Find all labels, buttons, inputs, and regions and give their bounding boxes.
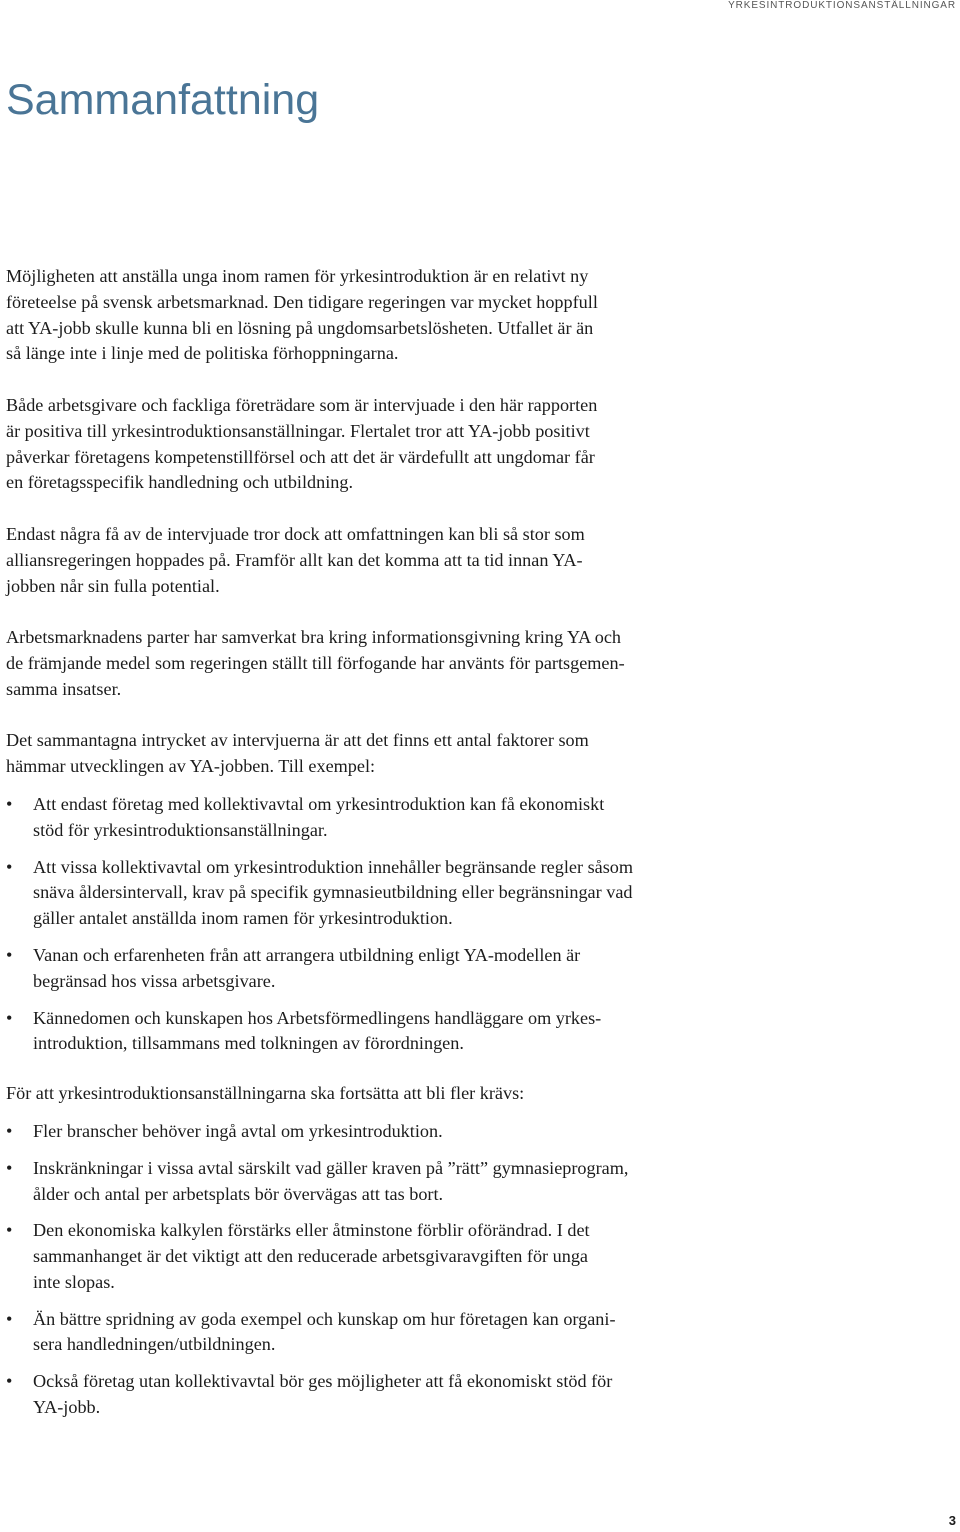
list-item [6,1156,746,1208]
bullet-icon: • [6,1371,13,1392]
text-line: företeelse på svensk arbetsmarknad. Den tidigare regeringen var mycket hoppfull [6,291,598,312]
bullet-icon: • [6,1007,13,1028]
running-header: YRKESINTRODUKTIONSANSTÄLLNINGAR [728,0,956,11]
text-line: Att endast företag med kollektivavtal om yrkesintroduktion kan få ekonomiskt [33,793,605,814]
bullet-icon: • [6,1220,13,1241]
text-line: alliansregeringen hoppades på. Framför allt kan det komma att ta tid innan YA- [6,549,583,570]
list-item [6,855,746,932]
list-item [6,1307,746,1359]
text-line: För att yrkesintroduktionsanställningarna ska fortsätta att bli fler krävs: [6,1083,525,1104]
text-line: är positiva till yrkesintroduktionsanställningar. Flertalet tror att YA-jobb positivt [6,420,590,441]
bullet-icon: • [6,944,13,965]
text-line: så länge inte i linje med de politiska förhoppningarna. [6,343,399,364]
text-line: Möjligheten att anställa unga inom ramen för yrkesintroduktion är en relativt ny [6,266,589,286]
page-title: Sammanfattning [6,76,320,124]
text-line: jobben når sin fulla potential. [6,575,220,596]
text-line: samma insatser. [6,678,122,699]
paragraph-labour-parties [6,625,746,702]
text-line: begränsad hos vissa arbetsgivare. [33,970,276,991]
paragraph-obstacles-intro [6,728,746,780]
list-item [6,1006,746,1058]
page-number: 3 [948,1513,956,1528]
text-line: inte slopas. [33,1271,115,1292]
bullet-icon: • [6,793,13,814]
bullet-icon: • [6,1157,13,1178]
text-line: Kännedomen och kunskapen hos Arbetsförmedlingens handläggare om yrkes- [33,1007,602,1028]
text-line: Endast några få av de intervjuade tror dock att omfattningen kan bli så stor som [6,523,585,544]
text-line: hämmar utvecklingen av YA-jobben. Till exempel: [6,756,376,777]
text-line: Också företag utan kollektivavtal bör ges möjligheter att få ekonomiskt stöd för [33,1371,613,1392]
list-item [6,1369,746,1421]
list-item [6,792,746,844]
text-line: att YA-jobb skulle kunna bli en lösning på ungdomsarbetslösheten. Utfallet är än [6,317,594,338]
text-line: Att vissa kollektivavtal om yrkesintroduktion innehåller begränsande regler såsom [33,856,634,877]
text-line: en företagsspecifik handledning och utbildning. [6,472,353,493]
text-line: Den ekonomiska kalkylen förstärks eller åtminstone förblir oförändrad. I det [33,1220,590,1241]
list-item [6,1218,746,1295]
list-item [6,1119,746,1145]
document-body [6,264,746,1447]
text-line: ålder och antal per arbetsplats bör övervägas att tas bort. [33,1183,444,1204]
text-line: Inskränkningar i vissa avtal särskilt vad gäller kraven på ”rätt” gymnasieprogram, [33,1157,629,1178]
text-line: sera handledningen/utbildningen. [33,1334,276,1355]
text-line: de främjande medel som regeringen ställt till förfogande har använts för partsgemen- [6,652,625,673]
text-line: sammanhanget är det viktigt att den reducerade arbetsgivaravgiften för unga [33,1246,588,1267]
bullet-icon: • [6,856,13,877]
paragraph-requirements-intro [6,1081,746,1107]
paragraph-scope [6,522,746,599]
text-line: snäva åldersintervall, krav på specifik gymnasieutbildning eller begränsningar vad [33,882,633,903]
text-line: Arbetsmarknadens parter har samverkat bra kring informationsgivning kring YA och [6,627,622,648]
text-line: Det sammantagna intrycket av intervjuerna är att det finns ett antal faktorer som [6,730,589,751]
text-line: gäller antalet anställda inom ramen för yrkesintroduktion. [33,908,453,929]
bullet-icon: • [6,1120,13,1141]
text-line: påverkar företagens kompetenstillförsel och att det är värdefullt att ungdomar får [6,446,595,467]
text-line: YA-jobb. [33,1397,101,1418]
text-line: Vanan och erfarenheten från att arrangera utbildning enligt YA-modellen är [33,944,581,965]
text-line: Än bättre spridning av goda exempel och kunskap om hur företagen kan organi- [33,1308,616,1329]
obstacles-list [6,792,746,1057]
text-line: stöd för yrkesintroduktionsanställningar. [33,819,328,840]
requirements-list [6,1119,746,1421]
list-item [6,943,746,995]
text-line: introduktion, tillsammans med tolkningen av förordningen. [33,1033,464,1054]
paragraph-interviewees [6,393,746,496]
text-line: Fler branscher behöver ingå avtal om yrkesintroduktion. [33,1120,443,1141]
paragraph-intro [6,264,746,367]
bullet-icon: • [6,1308,13,1329]
text-line: Både arbetsgivare och fackliga företrädare som är intervjuade i den här rapporten [6,394,598,415]
